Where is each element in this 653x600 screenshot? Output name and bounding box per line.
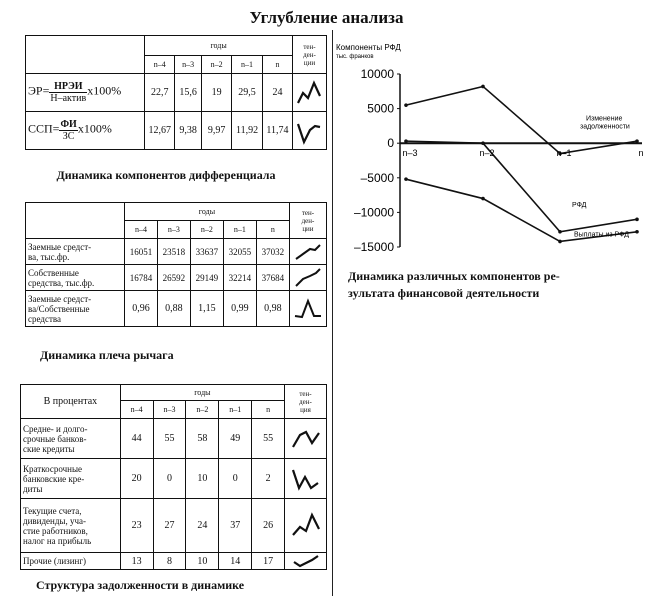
table3-year: n <box>252 401 285 419</box>
table-row <box>26 239 327 265</box>
table1-corner <box>26 36 145 74</box>
y-tick-label: 0 <box>387 136 394 151</box>
table-cell: 55 <box>252 419 285 459</box>
table1-caption: Динамика компонентов дифференциала <box>56 168 276 182</box>
x-tick-label: n–1 <box>556 148 572 159</box>
trend-rising-icon <box>293 242 323 262</box>
table-cell: 27 <box>153 499 186 553</box>
series-label: Выплаты из РФД <box>574 231 629 239</box>
page-title: Углубление анализа <box>249 8 404 27</box>
table-cell: 37 <box>219 499 252 553</box>
table2-caption: Динамика плеча рычага <box>40 348 174 362</box>
table2-corner <box>26 203 125 239</box>
data-point <box>481 141 485 145</box>
table-cell: 14 <box>219 553 252 570</box>
table-row <box>26 291 327 327</box>
data-point <box>404 103 408 107</box>
table-row <box>21 553 327 570</box>
table-cell: 23 <box>120 499 153 553</box>
trend-sparkline <box>289 239 326 265</box>
table3-years-header: годы <box>120 385 284 401</box>
table-cell: 0 <box>153 459 186 499</box>
table-cell: 17 <box>252 553 285 570</box>
y-tick-label: –5000 <box>360 170 394 185</box>
table-row <box>21 499 327 553</box>
table2-year: n–3 <box>157 221 190 239</box>
trend-dip-icon <box>295 116 323 146</box>
y-axis-label-line: тыс. франков <box>336 54 374 60</box>
formula-er: ЭР= $\frac{\text{НРЭИ}}{\text{Н–актив}}$ х100% <box>26 74 145 112</box>
table-row <box>26 74 327 112</box>
table1-year: n–1 <box>232 56 263 74</box>
y-tick-label: –10000 <box>353 205 394 220</box>
table-cell: 37684 <box>256 265 289 291</box>
table-cell: 22,7 <box>145 74 175 112</box>
trend-peak-icon <box>293 296 323 322</box>
trend-sparkline <box>289 265 326 291</box>
table3-label-header: В процентах <box>21 385 121 419</box>
table-cell: 37032 <box>256 239 289 265</box>
table-cell: 26 <box>252 499 285 553</box>
table-cell: 58 <box>186 419 219 459</box>
table-cell: 32055 <box>223 239 256 265</box>
table-cell: 29,5 <box>232 74 263 112</box>
table-cell: 13 <box>120 553 153 570</box>
formula-ssp: ССП= $\frac{ФИ}{ЗС}$ х100% <box>26 112 145 150</box>
row-label: Заемные средст- ва/Собственные средства <box>26 291 125 327</box>
table-cell: 16051 <box>124 239 157 265</box>
trend-check-icon <box>290 554 322 568</box>
table-cell: 23518 <box>157 239 190 265</box>
x-tick-label: n–2 <box>479 148 495 159</box>
trend-peak-icon <box>290 511 322 541</box>
data-point <box>404 139 408 143</box>
trend-sparkline <box>289 291 326 327</box>
row-label: Краткосрочные банковские кре- диты <box>21 459 121 499</box>
table-cell: 0,96 <box>124 291 157 327</box>
table-cell: 33637 <box>190 239 223 265</box>
table1-year: n–2 <box>202 56 232 74</box>
data-point <box>635 139 639 143</box>
table-cell: 32214 <box>223 265 256 291</box>
table-cell: 55 <box>153 419 186 459</box>
table-cell: 11,74 <box>263 112 293 150</box>
table1-years-header: годы <box>145 36 293 56</box>
table-cell: 8 <box>153 553 186 570</box>
trend-w-icon <box>290 465 322 493</box>
trend-zigzag-icon <box>290 425 322 453</box>
table2-year: n <box>256 221 289 239</box>
table-cell: 10 <box>186 553 219 570</box>
data-point <box>558 240 562 244</box>
table-row <box>26 265 327 291</box>
table-leverage <box>25 202 327 327</box>
trend-sparkline <box>285 459 327 499</box>
table-differential <box>25 35 327 150</box>
table-cell: 0,98 <box>256 291 289 327</box>
y-tick-label: 10000 <box>360 67 394 81</box>
table-cell: 11,92 <box>232 112 263 150</box>
table-cell: 0,88 <box>157 291 190 327</box>
table2-years-header: годы <box>124 203 289 221</box>
table-debt-structure <box>20 384 327 570</box>
table-cell: 9,38 <box>175 112 202 150</box>
table3-year: n–4 <box>120 401 153 419</box>
table-cell: 9,97 <box>202 112 232 150</box>
line-chart <box>336 42 648 260</box>
table-cell: 24 <box>263 74 293 112</box>
table-cell: 24 <box>186 499 219 553</box>
table3-trend-header: тен- ден- ция <box>285 385 327 419</box>
table1-year: n <box>263 56 293 74</box>
data-point <box>404 177 408 181</box>
data-point <box>635 230 639 234</box>
trend-sparkline <box>285 419 327 459</box>
x-tick-label: n–3 <box>402 148 418 159</box>
table-cell: 0,99 <box>223 291 256 327</box>
trend-sparkline <box>285 553 327 570</box>
table-cell: 15,6 <box>175 74 202 112</box>
table-cell: 10 <box>186 459 219 499</box>
table3-year: n–3 <box>153 401 186 419</box>
table-cell: 16784 <box>124 265 157 291</box>
data-point <box>481 197 485 201</box>
row-label: Текущие счета, дивиденды, уча- стие работников, налог на прибыль <box>21 499 121 553</box>
table-cell: 49 <box>219 419 252 459</box>
table-cell: 1,15 <box>190 291 223 327</box>
table-cell: 0 <box>219 459 252 499</box>
y-axis-label-line: Компоненты РФД <box>336 43 401 52</box>
table-cell: 29149 <box>190 265 223 291</box>
chart-caption: Динамика различных компонентов ре- зультата финансовой деятельности <box>348 269 560 300</box>
trend-sparkline <box>285 499 327 553</box>
table-row <box>21 419 327 459</box>
trend-sparkline <box>292 112 326 150</box>
table3-year: n–2 <box>186 401 219 419</box>
row-label: Прочие (лизинг) <box>21 553 121 570</box>
row-label: Собственные средства, тыс.фр. <box>26 265 125 291</box>
table1-year: n–3 <box>175 56 202 74</box>
row-label: Средне- и долго- срочные банков- ские кредиты <box>21 419 121 459</box>
table-row <box>21 459 327 499</box>
series-label: задолженности <box>580 123 630 131</box>
row-label: Заемные средст- ва, тыс.фр. <box>26 239 125 265</box>
trend-up-down-icon <box>295 78 323 108</box>
table3-year: n–1 <box>219 401 252 419</box>
data-point <box>481 85 485 89</box>
table2-year: n–1 <box>223 221 256 239</box>
trend-sparkline <box>292 74 326 112</box>
y-tick-label: –15000 <box>353 240 394 254</box>
table3-caption: Структура задолженности в динамике <box>36 578 245 592</box>
table1-trend-header: тен- ден- ции <box>292 36 326 74</box>
y-axis-label <box>336 43 401 60</box>
data-point <box>635 218 639 222</box>
table-row <box>26 112 327 150</box>
data-point <box>558 230 562 234</box>
table-cell: 26592 <box>157 265 190 291</box>
table-cell: 2 <box>252 459 285 499</box>
table-cell: 12,67 <box>145 112 175 150</box>
table-cell: 44 <box>120 419 153 459</box>
series-line <box>406 141 637 232</box>
y-tick-label: 5000 <box>367 101 394 116</box>
table2-year: n–2 <box>190 221 223 239</box>
x-tick-label: n <box>638 148 644 159</box>
trend-rising-icon <box>293 267 323 289</box>
table2-trend-header: тен- ден- ции <box>289 203 326 239</box>
table2-year: n–4 <box>124 221 157 239</box>
table1-year: n–4 <box>145 56 175 74</box>
table-cell: 20 <box>120 459 153 499</box>
series-label: РФД <box>572 201 587 209</box>
table-cell: 19 <box>202 74 232 112</box>
column-divider <box>332 30 333 596</box>
series-label: Изменение <box>586 115 623 123</box>
